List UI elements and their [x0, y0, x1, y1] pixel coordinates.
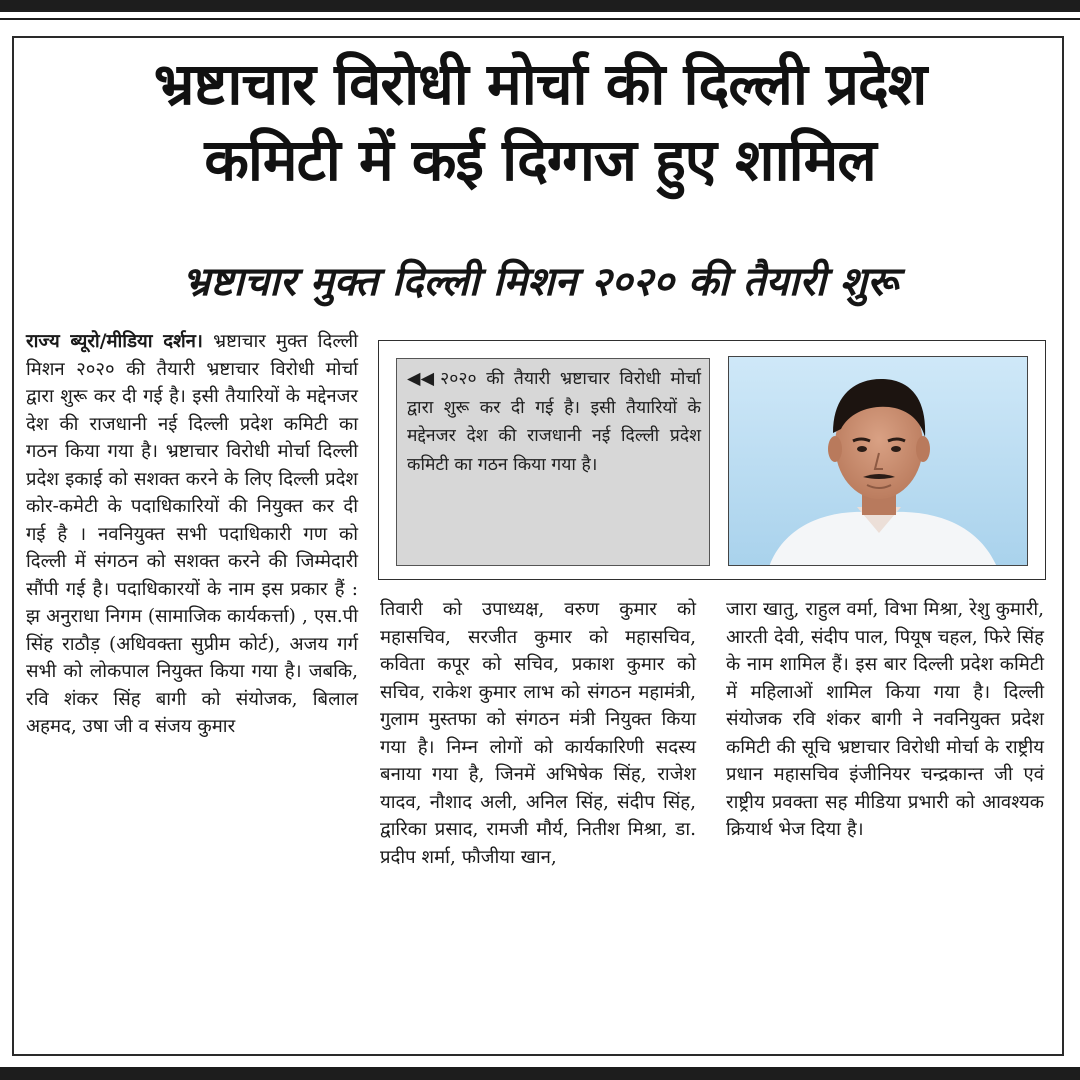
article-column-2: तिवारी को उपाध्यक्ष, वरुण कुमार को महासचिव, सरजीत कुमार को महासचिव, कविता कपूर को सचिव, प्रकाश कुमार को सचिव, राकेश कुमार लाभ को संगठन महामंत्री, गुलाम मुस्तफा को संगठन मंत्री नियुक्त किया गया है। निम्न लोगों को कार्यकारिणी सदस्य बनाया गया है, जिनमें अभिषेक सिंह, राजेश यादव, नौशाद अली, अनिल सिंह, संदीप सिंह, द्वारिका प्रसाद, रामजी मौर्य, नितीश मिश्रा, डा. प्रदीप शर्मा, फौजीया खान, — [380, 599, 696, 868]
headline — [20, 46, 1060, 198]
article-column-3: जारा खातु, राहुल वर्मा, विभा मिश्रा, रेशु कुमारी, आरती देवी, संदीप पाल, पियूष चहल, फिरे सिंह के नाम शामिल हैं। इस बार दिल्ली प्रदेश कमिटी में महिलाओं शामिल किया गया है। दिल्ली संयोजक रवि शंकर बागी ने नवनियुक्त प्रदेश कमिटी की सूचि भ्रष्टाचार विरोधी मोर्चा के राष्ट्रीय प्रधान महासचिव इंजीनियर चन्द्रकान्त जी एवं राष्ट्रीय प्रवक्ता सह मीडिया प्रभारी को आवश्यक क्रियार्थ भेज दिया है। — [726, 599, 1044, 840]
portrait-photo — [728, 356, 1028, 566]
top-border-line — [0, 18, 1080, 20]
pull-quote — [396, 358, 710, 566]
subheadline: भ्रष्टाचार मुक्त दिल्ली मिशन २०२० की तैयारी शुरू — [181, 259, 899, 305]
quote-mark-icon: ◀◀ — [407, 369, 435, 389]
pull-quote-text: २०२० की तैयारी भ्रष्टाचार विरोधी मोर्चा द्वारा शुरू कर दी गई है। इसी तैयारियों के मद्देनजर देश की राजधानी नई दिल्ली प्रदेश कमिटी का गठन किया गया है। — [407, 369, 702, 475]
article-column-1 — [26, 328, 358, 741]
headline-line-2: कमिटी में कई दिग्गज हुए शामिल — [204, 126, 876, 194]
article-column-1-text: भ्रष्टाचार मुक्त दिल्ली मिशन २०२० की तैयारी भ्रष्टाचार विरोधी मोर्चा द्वारा शुरू कर दी गई है। इसी तैयारियों के मद्देनजर देश की राजधानी नई दिल्ली प्रदेश कमिटी का गठन किया गया है। भ्रष्टाचार विरोधी मोर्चा दिल्ली प्रदेश इकाई को सशक्त करने के लिए दिल्ली प्रदेश कोर-कमेटी के पदाधिकारियों की नियुक्त कर दी गई है । नवनियुक्त सभी पदाधिकारी गण को दिल्ली में संगठन को सशक्त करने की जिम्मेदारी सौंपी गई है। पदाधिकारयों के नाम इस प्रकार हैं : झ अनुराधा निगम (सामाजिक कार्यकर्त्ता) , एस.पी सिंह राठौड़ (अधिवक्ता सुप्रीम कोर्ट), अजय गर्ग सभी को लोकपाल नियुक्त किया गया है। जबकि, रवि शंकर सिंह बागी को संयोजक, बिलाल अहमद, उषा जी व संजय कुमार — [26, 331, 358, 737]
dateline: राज्य ब्यूरो/मीडिया दर्शन। — [26, 331, 203, 352]
top-border-bar — [0, 0, 1080, 12]
bottom-border-bar — [0, 1067, 1080, 1080]
headline-line-1: भ्रष्टाचार विरोधी मोर्चा की दिल्ली प्रदेश — [153, 50, 927, 118]
